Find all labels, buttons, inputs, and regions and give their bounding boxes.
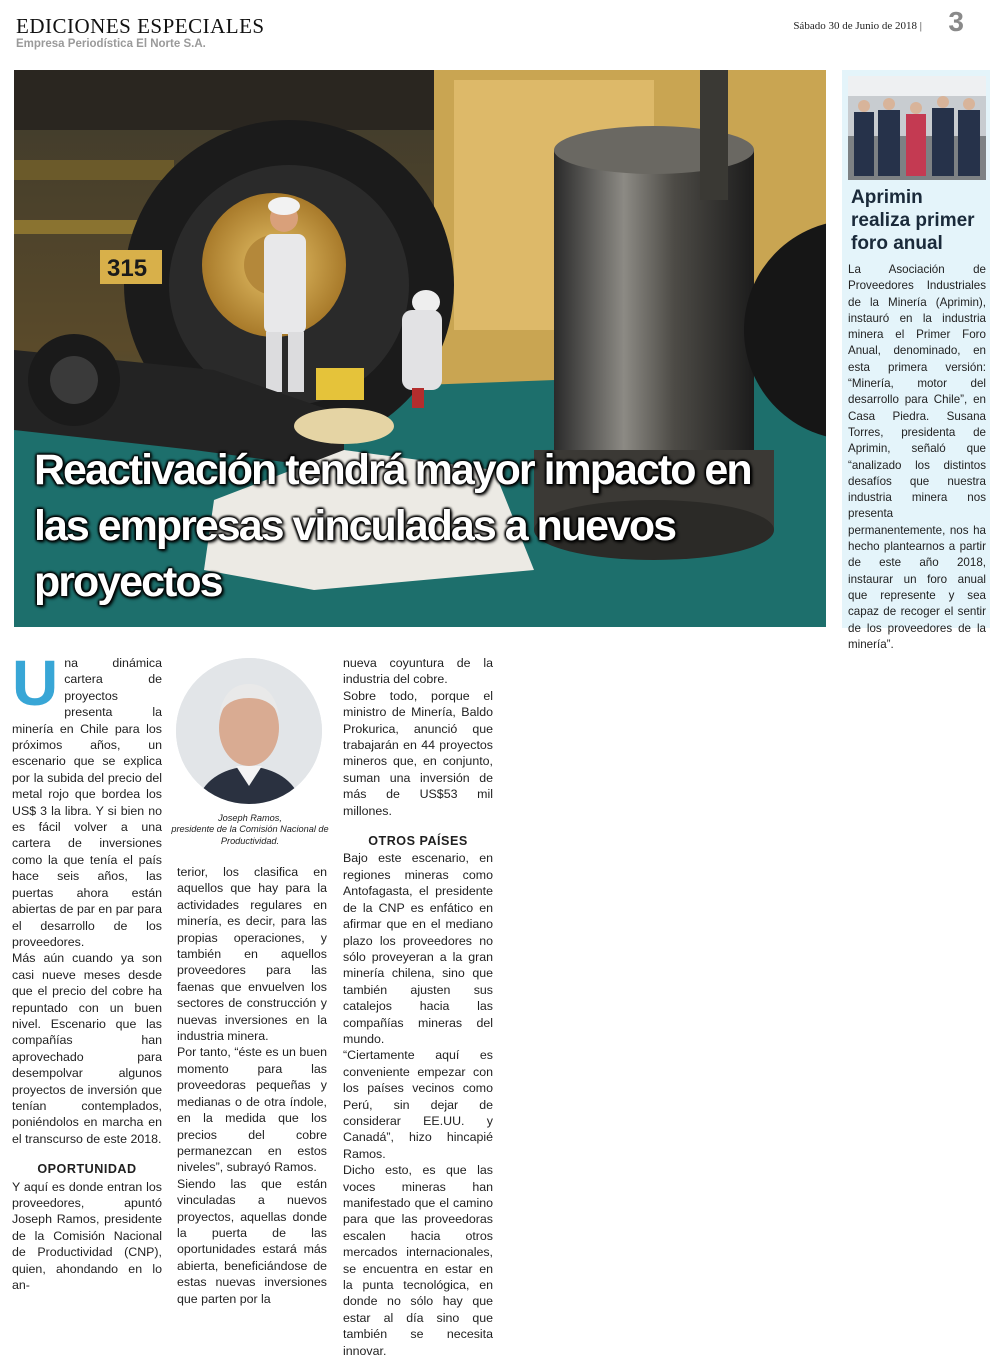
caption-name: Joseph Ramos, — [218, 813, 282, 823]
caption-role: presidente de la Comisión Nacional de Productividad. — [171, 824, 329, 846]
article-column-3 — [343, 655, 493, 1359]
man-portrait-illustration — [176, 658, 322, 804]
article-paragraph: terior, los clasifica en aquellos que hay para la actividades regulares en minería, es decir, para las propias operaciones, y también en aquellos proveedores para las faenas que envuelven los sectores de construcción y nuevas inversiones en la industria minera. — [177, 865, 327, 1044]
masthead-title: EDICIONES ESPECIALES — [16, 14, 265, 38]
article-paragraph: nueva coyuntura de la industria del cobre. — [343, 656, 493, 687]
article-paragraph: Sobre todo, porque el ministro de Minería, Baldo Prokurica, anunció que trabajarán en 44 proyectos mineros que, en conjunto, suman una inversión de más de US$53 mil millones. — [343, 688, 493, 818]
article-paragraph: Y aquí es donde entran los proveedores, apuntó Joseph Ramos, presidente de la Comisión Nacional de Productividad (CNP), quien, ahondando en lo an- — [12, 1179, 162, 1293]
page-number: 3 — [948, 6, 964, 37]
truck-number-label: 315 — [107, 255, 148, 282]
hero-photo — [14, 70, 826, 627]
portrait-caption — [170, 813, 330, 847]
sidebar-title: Aprimin realiza primer foro anual — [851, 187, 975, 254]
drop-cap: U — [12, 647, 59, 719]
article-paragraph: Dicho esto, es que las voces mineras han manifestado que el camino para que las proveedoras escalen hacia otros mercados internacionales, se encuentra en estar en la punta tecnológica, en donde no sólo hay que estar al día sino que también se necesita innovar. — [343, 1163, 493, 1358]
group-photo — [848, 76, 986, 180]
subhead-otros-paises: OTROS PAÍSES — [368, 834, 468, 849]
sidebar-body: La Asociación de Proveedores Industriales de la Minería (Aprimin), instauró en la industria minera el Primer Foro Anual, denominado, en esta primera versión: “Minería, motor del desarrollo para Chile”, en Casa Piedra. Susana Torres, presidenta de Aprimin, señaló que “analizado los distintos desafíos que nuestra industria minera nos presenta permanentemente, nos ha hecho plantearnos a partir de este año 2018, instaurar un foro anual que represente y sea capaz de recoger el sentir de los proveedores de la minería”. — [848, 263, 986, 651]
issue-date: Sábado 30 de Junio de 2018 | — [793, 20, 922, 32]
masthead-subtitle: Empresa Periodística El Norte S.A. — [16, 38, 206, 50]
article-column-1 — [12, 647, 162, 1293]
article-paragraph: Por tanto, “éste es un buen momento para las proveedoras pequeñas y medianas o de otra índole, en la medida que los precios del cobre permanezcan en estos niveles”, subrayó Ramos. — [177, 1045, 327, 1175]
hero-headline: Reactivación tendrá mayor impacto en las empresas vinculadas a nuevos proyectos — [34, 446, 751, 606]
article-paragraph: “Ciertamente aquí es conveniente empezar con los países vecinos como Perú, sin dejar de considerar EE.UU. y Canadá”, hizo hincapié Ramos. — [343, 1048, 493, 1161]
sidebar-box — [842, 70, 990, 651]
portrait-photo — [176, 658, 322, 804]
article-paragraph: Más aún cuando ya son casi nueve meses desde que el precio del cobre ha repuntado con un buen nivel. Escenario que las compañías han aprovechado para desempolvar algunos proyectos de inversión que tenían contemplados, poniéndolos en marcha en el transcurso de este 2018. — [12, 951, 162, 1146]
article-paragraph: Siendo las que están vinculadas a nuevos proyectos, aquellas donde la puerta de las oportunidades estará más abierta, beneficiándose de estas nuevas inversiones que parten por la — [177, 1176, 327, 1306]
subhead-oportunidad: OPORTUNIDAD — [37, 1162, 137, 1177]
article-paragraph: na dinámica cartera de proyectos presenta la minería en Chile para los próximos años, un escenario que se explica por la subida del precio del metal rojo que bordea los US$ 3 la libra. Y si bien no es fácil volver a una cartera de inversiones como la que tenía el país hace seis años, las puertas ahora están abiertas de par en par para el desarrollo de los proveedores. — [12, 656, 162, 949]
article-column-2 — [177, 864, 327, 1307]
article-paragraph: Bajo este escenario, en regiones mineras como Antofagasta, el presidente de la CNP es enfático en afirmar que en el mediano plazo los proveedores no sólo proveyeran a la gran minería chilena, sino que también ajusten sus catalejos hacia las compañías mineras del mundo. — [343, 851, 493, 1046]
